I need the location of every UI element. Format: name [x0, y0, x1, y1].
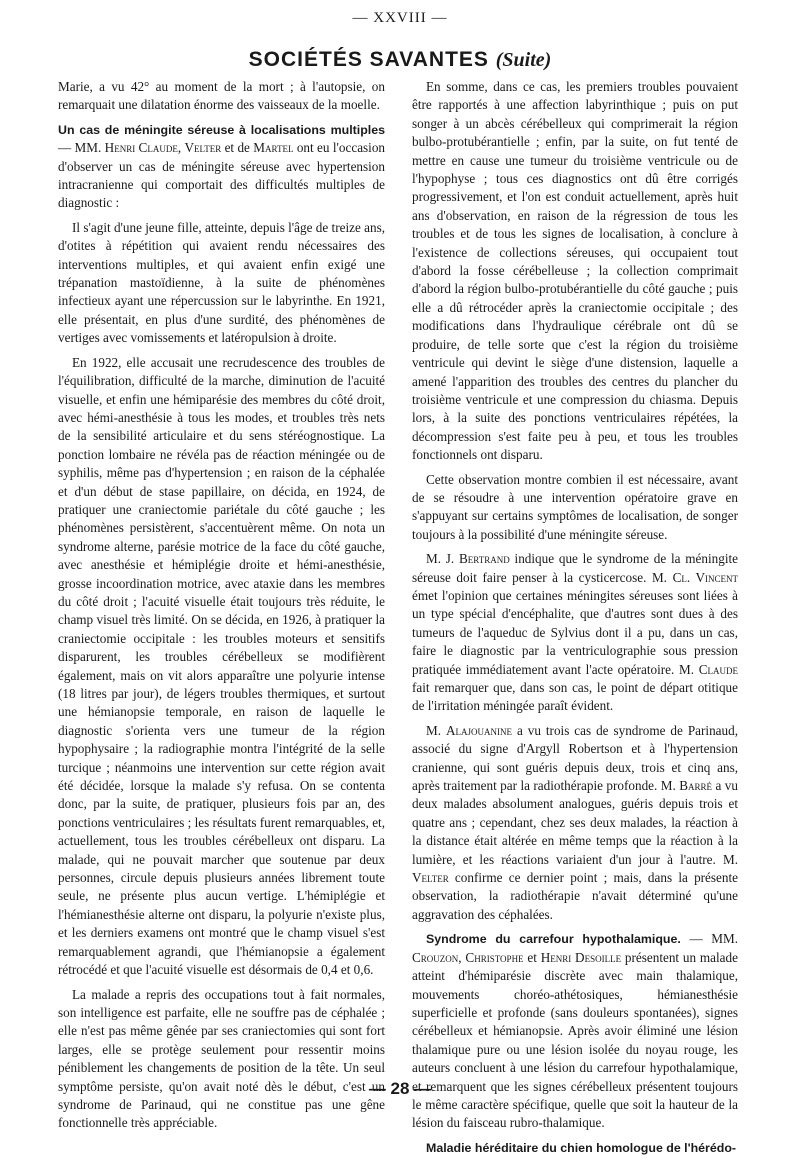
discussion-paragraph: [412, 722, 738, 924]
author-name: Barré: [679, 778, 713, 794]
heading-text: Un cas de méningite séreuse à localisations multiples: [58, 122, 385, 137]
text-run: émet l'opinion que certaines méningites séreuses sont liées à un type spécial d'encéphalite, que d'autres sont dues à des tumeurs de l'aqueduc de Sylvius dont il a pu, dans un cas, faire le diagnostic par la ventriculographie sous pression pratiquée immédiatement avant l'acte opératoire. M.: [412, 587, 738, 677]
author-name: Claude: [698, 661, 738, 677]
text-run: confirme ce dernier point ; mais, dans la présente observation, la radiothérapie n'avait déterminé qu'une aggravation des céphalées.: [412, 870, 738, 922]
separator: ,: [458, 949, 466, 965]
discussion-paragraph: [412, 550, 738, 716]
left-column: [58, 78, 385, 1139]
article-heading-hypothalamique: [412, 930, 738, 1132]
page-number: — 28 —: [368, 1079, 432, 1098]
author-name: Martel: [253, 140, 294, 156]
paragraph: En somme, dans ce cas, les premiers troubles pouvaient être rapportés à une affection labyrinthique ; puis on put songer à un abcès cérébelleux qui comprimerait la région bulbo-protubérantielle ; enfin, par la suite, on fut tenté de mettre en cause une tumeur du troisième ventricule ou de l'hypophyse ; tous ces diagnostics ont dû être corrigés progressivement, et l'on est conduit actuellement, après huit ans d'observation, en raison de la régression de tous les troubles et de tous les signes de localisation, à conclure à l'existence de collections séreuses, qui occupaient tout d'abord la fosse cérébelleuse ; la collection comprimait d'abord la région bulbo-protubérantielle du côté gauche ; puis elle a dû rétrocéder après la craniectomie occipitale ; des modifications dans l'hydraulique cérébrale ont dû se produire, de telle sorte que c'est la région du troisième ventricule qui devint le siège d'une distension, laquelle a amené l'apparition des troubles des centres du plancher du troisième ventricule et une compression du chiasma. Depuis lors, à la suite des ponctions ventriculaires répétées, la décompression s'est faite peu à peu, et tous les troubles fonctionnels ont disparu.: [412, 79, 738, 463]
text-run: fait remarquer que, dans son cas, le point de départ otitique de l'irritation méningée paraît évident.: [412, 680, 738, 714]
author-name: Christophe: [465, 949, 524, 965]
right-column: [412, 78, 738, 1163]
heading-text: Syndrome du carrefour hypothalamique.: [426, 932, 681, 947]
authors-intro: — MM.: [58, 140, 105, 156]
author-name: Crouzon: [412, 949, 459, 965]
author-name: Velter: [412, 870, 449, 886]
title-suite: (Suite): [495, 49, 552, 71]
article-heading-maladie: [412, 1139, 738, 1157]
text-run: a vu trois cas de syndrome de Parinaud, associé du signe d'Argyll Robertson et à l'hypertension cranienne, qui sont guéris depuis deux, trois et cinq ans, après traitement par la radiothérapie profonde. M.: [412, 722, 738, 794]
text-run: M.: [426, 722, 446, 738]
paragraph: Marie, a vu 42° au moment de la mort ; à l'autopsie, on remarquait une dilatation énorme des vaisseaux de la moelle.: [58, 79, 385, 113]
authors-intro: — MM.: [680, 931, 738, 947]
author-name: Henri Claude: [104, 140, 178, 156]
author-name: Alajouanine: [445, 722, 512, 738]
heading-continuation: ont eu l'occasion d'observer un cas de méningite séreuse avec hypertension intracranienne qui comportait des difficultés multiples de diagnostic :: [58, 140, 386, 211]
article-heading-meningite: [58, 121, 385, 213]
separator: et: [523, 949, 541, 965]
separator: et de: [221, 140, 254, 156]
author-name: Velter: [184, 140, 222, 156]
title-main: SOCIÉTÉS SAVANTES: [248, 48, 489, 71]
author-name: Henri Desoille: [540, 949, 622, 965]
heading-text: Maladie héréditaire du chien homologue de l'hérédo-: [426, 1140, 737, 1155]
paragraph: Il s'agit d'une jeune fille, atteinte, depuis l'âge de treize ans, d'otites à répétition qui avaient rendu nécessaires des interventions multiples, et qui avaient enfin exigé une trépanation mastoïdienne, à la suite de phénomènes infectieux ayant une répercussion sur le labyrinthe. En 1921, elle présentait, en plus d'une surdité, des phénomènes de vertiges avec vomissements et latéropulsion à droite.: [58, 219, 385, 346]
separator: ,: [177, 140, 185, 156]
author-name: Bertrand: [459, 551, 510, 567]
paragraph: Cette observation montre combien il est nécessaire, avant de se résoudre à une intervention opératoire grave en s'appuyant sur certains symptômes de localisation, de songer toujours à la possibilité d'une méningite séreuse.: [412, 471, 738, 542]
author-name: Cl. Vincent: [672, 569, 738, 585]
text-run: M. J.: [426, 551, 459, 567]
heading-continuation: présentent un malade atteint d'hémiparésie discrète avec main thalamique, mouvements choréo-athétosiques, hémianesthésie superficielle et profonde (sans douleurs spontanées), signes cérébelleux et hémianopsie. Après avoir éliminé une lésion thalamique pure ou une lésion isolée du noyau rouge, les auteurs concluent à une lésion du carrefour hypothalamique, et remarquent que les signes cérébelleux présentent toujours le même caractère spécifique, quelle que soit la hauteur de la lésion du faisceau rubro-thalamique.: [412, 949, 738, 1131]
paragraph: La malade a repris des occupations tout à fait normales, son intelligence est parfaite, elle ne souffre pas de céphalée ; elle n'est pas même gênée par ses craniectomies qui sont fort larges, elle se protège seulement pour ressentir moins péniblement les changements de position de la tête. Un seul symptôme persiste, qu'on avait noté dès le début, c'est un syndrome de Parinaud, qui ne constitue pas une gêne fonctionnelle très appréciable.: [58, 986, 385, 1131]
section-title: [0, 48, 800, 72]
text-run: indique que le syndrome de la méningite séreuse doit faire penser à la cysticercose. M.: [412, 551, 738, 585]
paragraph: En 1922, elle accusait une recrudescence des troubles de l'équilibration, difficulté de la marche, diminution de l'acuité visuelle, et enfin une hémiparésie des membres du côté droit, avec hémi-anesthésie à tous les modes, et troubles très nets de la sensibilité articulaire et du sens stéréognostique. La ponction lombaire ne révéla pas de réaction méningée ou de syphilis, même pas d'hypertension ; en raison de la céphalée et d'un début de stase papillaire, on décida, en 1924, de pratiquer une craniectomie pariétale du côté gauche ; les phénomènes persistèrent, s'accentuèrent même. On nota un syndrome alterne, parésie motrice de la face du côté gauche, avec anesthésie et hémiplégie droite et hémi-anesthésie, grosse incoordination motrice, avec ataxie dans les membres du côté droit ; l'acuité visuelle était toujours très réduite, le champ visuel très limité. On se décida, en 1926, à pratiquer la craniectomie occipitale : les troubles moteurs et sensitifs disparurent, les troubles cérébelleux se modifièrent également, mais on vit alors apparaître une polyurie intense (18 litres par jour), de légers troubles thermiques, et surtout une hémianopsie temporale, en raison de laquelle le diagnostic s'orienta vers une tumeur de la région hypophysaire ; la radiographie montra l'intégrité de la selle turcique ; néanmoins une intervention sur cette région avait été décidée, lorsque la malade s'y refusa. On se contenta donc, par la suite, de pratiquer, plusieurs fois par an, des ponctions ventriculaires ; les résultats furent remarquables, et, actuellement, tous les troubles cérébelleux ont disparu. La malade, qui ne pouvait marcher que soutenue par deux personnes, circule depuis plusieurs années librement toute seule, ne présente plus aucun vertige. L'hémiplégie et l'hémianesthésie alterne ont disparu, la polyurie n'existe plus, et les derniers examens ont montré que le champ visuel s'est remarquablement agrandi, que l'hémianopsie a également rétrocédé et que l'acuité visuelle est désormais de 0,4 et 0,6.: [58, 354, 386, 978]
running-head: — XXVIII —: [352, 10, 448, 26]
text-run: a vu deux malades absolument analogues, guéris depuis trois et quatre ans ; cependant, chez ses deux malades, la réaction à la distance était altérée en même temps que la réaction à la lumière, et les réactions variaient d'un jour à l'autre. M.: [412, 778, 738, 867]
